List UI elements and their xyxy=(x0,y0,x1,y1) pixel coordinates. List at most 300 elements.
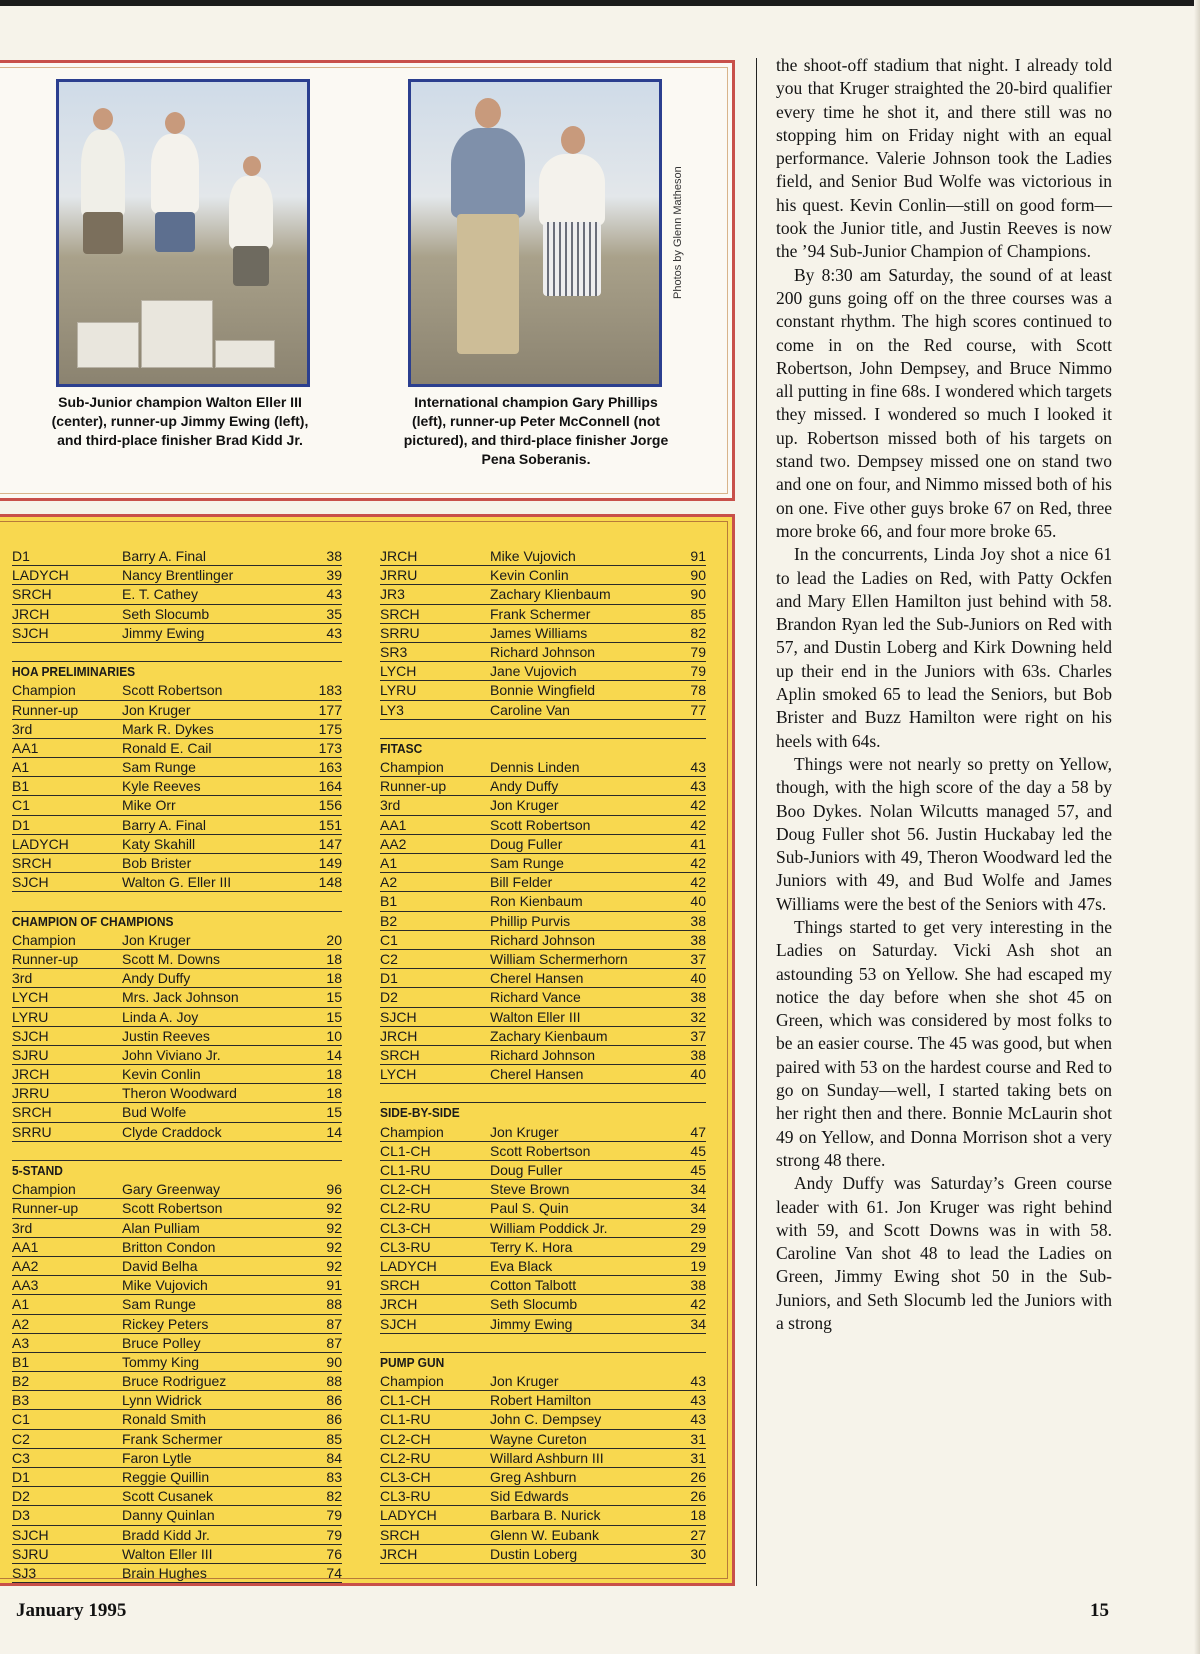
result-class: CL3-RU xyxy=(380,1238,431,1255)
result-row xyxy=(12,681,342,700)
result-name: Gary Greenway xyxy=(122,1181,221,1198)
result-class: Champion xyxy=(380,1373,444,1390)
result-name: Bradd Kidd Jr. xyxy=(122,1526,210,1543)
result-class: LYRU xyxy=(380,682,417,699)
person-shorts xyxy=(83,212,123,254)
result-name: Cherel Hansen xyxy=(490,1066,584,1083)
result-score: 87 xyxy=(326,1334,342,1351)
result-name: James Williams xyxy=(490,624,588,641)
result-name: Jon Kruger xyxy=(490,797,559,814)
person-head xyxy=(561,126,585,154)
result-class: CL1-RU xyxy=(380,1162,431,1178)
result-row xyxy=(12,1545,342,1564)
result-name: Caroline Van xyxy=(490,701,570,718)
result-class: SRRU xyxy=(12,1123,52,1140)
result-name: Tommy King xyxy=(122,1353,200,1370)
result-name: William Poddick Jr. xyxy=(490,1219,608,1236)
result-row xyxy=(12,1449,342,1468)
results-section xyxy=(12,1142,342,1583)
result-score: 91 xyxy=(326,1277,342,1294)
result-score: 37 xyxy=(690,1027,706,1044)
result-class: D1 xyxy=(380,970,398,987)
result-class: Runner-up xyxy=(12,1200,79,1217)
result-name: Scott Robertson xyxy=(490,1142,591,1159)
result-row xyxy=(380,1430,706,1449)
section-gap xyxy=(380,1334,706,1353)
result-score: 15 xyxy=(326,1104,342,1121)
result-row xyxy=(12,1199,342,1218)
result-row xyxy=(380,1027,706,1046)
result-score: 15 xyxy=(326,989,342,1006)
result-row xyxy=(380,931,706,950)
result-name: Walton G. Eller III xyxy=(122,874,232,891)
result-class: CL2-RU xyxy=(380,1449,431,1466)
result-name: Rickey Peters xyxy=(122,1315,209,1332)
result-name: Barbara B. Nurick xyxy=(490,1507,601,1524)
result-name: Sam Runge xyxy=(122,759,196,776)
results-section xyxy=(12,892,342,1141)
result-class: B1 xyxy=(12,778,30,795)
result-name: Kyle Reeves xyxy=(122,778,201,795)
result-name: Faron Lytle xyxy=(122,1449,192,1466)
result-row xyxy=(12,1103,342,1122)
result-class: B2 xyxy=(12,1373,30,1390)
result-score: 43 xyxy=(326,624,342,641)
result-class: C3 xyxy=(12,1449,30,1466)
result-name: Wayne Cureton xyxy=(490,1430,587,1447)
result-row xyxy=(380,1180,706,1199)
result-class: Champion xyxy=(380,1123,444,1140)
result-score: 42 xyxy=(690,797,706,814)
result-score: 90 xyxy=(690,586,706,603)
result-class: SJ3 xyxy=(12,1564,37,1581)
result-row xyxy=(380,1410,706,1429)
result-row xyxy=(380,1506,706,1525)
result-score: 84 xyxy=(326,1449,342,1466)
result-class: CL1-CH xyxy=(380,1392,431,1409)
results-section xyxy=(12,643,342,892)
result-name: Jon Kruger xyxy=(122,701,191,718)
results-panel xyxy=(0,514,735,1586)
section-title: HOA PRELIMINARIES xyxy=(12,664,136,680)
person-shorts xyxy=(233,246,269,286)
result-class: CL2-CH xyxy=(380,1430,431,1447)
result-row xyxy=(380,1199,706,1218)
person-shorts xyxy=(543,222,601,296)
section-title: PUMP GUN xyxy=(380,1354,445,1370)
podium-left xyxy=(77,322,139,368)
result-score: 32 xyxy=(690,1008,706,1025)
result-row xyxy=(12,1084,342,1103)
section-title: CHAMPION OF CHAMPIONS xyxy=(12,913,174,929)
photo-international-champions xyxy=(408,79,662,387)
result-class: SJCH xyxy=(12,1027,49,1044)
result-score: 79 xyxy=(690,663,706,680)
result-name: Sid Edwards xyxy=(490,1488,569,1505)
result-score: 35 xyxy=(326,605,342,622)
result-score: 183 xyxy=(318,682,342,699)
result-name: Reggie Quillin xyxy=(122,1469,210,1485)
result-name: Jon Kruger xyxy=(490,1123,559,1140)
person-head xyxy=(475,98,501,128)
result-score: 18 xyxy=(690,1507,706,1524)
result-name: Doug Fuller xyxy=(490,835,563,852)
result-name: Robert Hamilton xyxy=(490,1392,592,1409)
section-title: FITASC xyxy=(380,740,423,756)
result-name: E. T. Cathey xyxy=(122,586,199,603)
result-class: D2 xyxy=(380,989,398,1006)
result-class: LADYCH xyxy=(12,835,69,852)
result-class: B3 xyxy=(12,1392,30,1409)
result-class: C1 xyxy=(12,1411,30,1428)
result-score: 92 xyxy=(326,1200,342,1217)
result-class: JRCH xyxy=(380,1296,418,1313)
result-row xyxy=(380,585,706,604)
article-paragraph: Things started to get very interesting in the Ladies on Saturday. Vicki Ash shot an astounding 53 on Yellow. She had escaped my notice the day before when she shot 45 on Green, which was considered by most folks to be an easier course. The 45 was good, but when paired with 53 on the hardest course and Red to go on Sunday—well, I started taking bets on her right then and there. Bonnie McLaurin shot 49 on Yellow, and Donna Morrison shot a very strong 48 there. xyxy=(776,916,1112,1170)
results-column-left xyxy=(12,547,342,1583)
result-name: Walton Eller III xyxy=(490,1008,581,1025)
person-shirt xyxy=(451,128,525,218)
result-row xyxy=(12,1238,342,1257)
result-row xyxy=(12,777,342,796)
result-class: LADYCH xyxy=(380,1257,437,1274)
result-name: Sam Runge xyxy=(490,855,564,871)
result-class: B1 xyxy=(12,1353,30,1370)
result-class: C1 xyxy=(380,931,398,948)
result-class: JRCH xyxy=(380,1027,418,1044)
result-class: A1 xyxy=(12,759,30,776)
result-score: 43 xyxy=(690,1373,706,1390)
result-row xyxy=(12,1065,342,1084)
result-row xyxy=(12,758,342,777)
result-row xyxy=(12,1410,342,1429)
result-row xyxy=(380,1123,706,1142)
result-name: Phillip Purvis xyxy=(490,912,571,929)
result-name: Bob Brister xyxy=(122,855,192,871)
photo-panel xyxy=(0,60,735,501)
section-gap xyxy=(12,643,342,662)
person-shirt xyxy=(539,154,605,226)
result-score: 79 xyxy=(326,1507,342,1524)
result-row xyxy=(12,1276,342,1295)
result-name: Ronald Smith xyxy=(122,1411,207,1428)
result-name: Bruce Polley xyxy=(122,1334,201,1351)
result-class: AA2 xyxy=(12,1257,39,1274)
result-row xyxy=(380,1046,706,1065)
result-row xyxy=(12,1180,342,1199)
results-column-right xyxy=(380,547,706,1564)
result-score: 34 xyxy=(690,1200,706,1217)
result-name: Dustin Loberg xyxy=(490,1545,578,1562)
result-row xyxy=(12,950,342,969)
result-score: 77 xyxy=(690,701,706,718)
result-row xyxy=(12,969,342,988)
result-class: Runner-up xyxy=(12,701,79,718)
result-class: SRRU xyxy=(380,624,420,641)
result-row xyxy=(12,873,342,892)
podium-center xyxy=(141,300,213,368)
result-score: 43 xyxy=(690,759,706,776)
result-row xyxy=(380,835,706,854)
result-name: Mike Vujovich xyxy=(490,548,576,564)
result-row xyxy=(12,1334,342,1353)
section-gap xyxy=(12,1142,342,1161)
result-class: 3rd xyxy=(380,797,401,814)
result-class: SRCH xyxy=(380,1277,420,1294)
result-name: Barry A. Final xyxy=(122,548,207,564)
result-name: Richard Johnson xyxy=(490,643,596,660)
result-class: SRCH xyxy=(12,586,52,603)
result-score: 76 xyxy=(326,1545,342,1562)
result-class: CL2-RU xyxy=(380,1200,431,1217)
result-class: D1 xyxy=(12,816,30,833)
result-class: CL2-CH xyxy=(380,1181,431,1198)
result-class: D1 xyxy=(12,548,30,564)
result-name: Katy Skahill xyxy=(122,835,196,852)
result-score: 96 xyxy=(326,1181,342,1198)
result-class: AA1 xyxy=(380,816,407,833)
result-score: 156 xyxy=(318,797,342,814)
result-score: 47 xyxy=(690,1123,706,1140)
result-score: 79 xyxy=(690,643,706,660)
result-name: Jimmy Ewing xyxy=(490,1315,573,1332)
result-score: 85 xyxy=(690,605,706,622)
result-class: SRCH xyxy=(380,1526,420,1543)
result-score: 82 xyxy=(690,624,706,641)
result-row xyxy=(12,624,342,643)
result-score: 43 xyxy=(690,1392,706,1409)
result-score: 10 xyxy=(326,1027,342,1044)
result-name: Greg Ashburn xyxy=(490,1469,577,1485)
result-name: Richard Johnson xyxy=(490,1046,596,1063)
result-class: C2 xyxy=(12,1430,30,1447)
result-score: 86 xyxy=(326,1411,342,1428)
result-row xyxy=(12,1315,342,1334)
result-class: A1 xyxy=(12,1296,30,1313)
result-row xyxy=(380,950,706,969)
result-class: SR3 xyxy=(380,643,408,660)
result-row xyxy=(12,1008,342,1027)
result-name: Richard Johnson xyxy=(490,931,596,948)
result-class: A2 xyxy=(12,1315,30,1332)
result-class: B2 xyxy=(380,912,398,929)
result-name: Zachary Kienbaum xyxy=(490,1027,608,1044)
result-name: Terry K. Hora xyxy=(490,1238,573,1255)
caption-left: Sub-Junior champion Walton Eller III (center), runner-up Jimmy Ewing (left), and third-place finisher Brad Kidd Jr. xyxy=(51,394,309,448)
result-class: Champion xyxy=(12,1181,76,1198)
result-class: Champion xyxy=(12,931,76,948)
result-class: D3 xyxy=(12,1507,30,1524)
result-row xyxy=(12,1257,342,1276)
result-score: 40 xyxy=(690,1066,706,1083)
result-score: 14 xyxy=(326,1123,342,1140)
result-name: Bruce Rodriguez xyxy=(122,1373,227,1390)
result-class: C1 xyxy=(12,797,30,814)
result-score: 43 xyxy=(690,778,706,795)
result-row xyxy=(380,1391,706,1410)
result-name: Seth Slocumb xyxy=(122,605,210,622)
result-name: Bud Wolfe xyxy=(122,1104,187,1121)
result-class: 3rd xyxy=(12,720,33,737)
result-name: Scott M. Downs xyxy=(122,950,221,967)
result-row xyxy=(380,1545,706,1564)
result-score: 92 xyxy=(326,1238,342,1255)
podium-right xyxy=(215,340,275,368)
result-name: William Schermerhorn xyxy=(490,950,628,967)
article-paragraph: In the concurrents, Linda Joy shot a nice 61 to lead the Ladies on Red, with Patty Ockfen and Mary Ellen Hamilton just behind with 58. Brandon Ryan led the Sub-Juniors on Red with 57, and Dustin Loberg and Kirk Downing held up their end in the Juniors with 63s. Charles Aplin smoked 65 to lead the Seniors, but Bob Brister and Buzz Hamilton were right on his heels with 64s. xyxy=(776,544,1112,751)
result-name: Theron Woodward xyxy=(122,1085,237,1102)
result-row xyxy=(380,1295,706,1314)
result-class: LYCH xyxy=(380,1066,417,1083)
person-head xyxy=(243,156,261,176)
result-name: Bill Felder xyxy=(490,874,553,891)
result-class: A3 xyxy=(12,1334,30,1351)
result-class: A1 xyxy=(380,855,398,871)
result-name: Frank Schermer xyxy=(490,605,591,622)
result-class: LADYCH xyxy=(380,1507,437,1524)
result-class: B1 xyxy=(380,893,398,910)
result-class: D2 xyxy=(12,1488,30,1505)
result-score: 40 xyxy=(690,893,706,910)
result-row xyxy=(380,1449,706,1468)
result-name: Barry A. Final xyxy=(122,816,207,833)
result-row xyxy=(380,1219,706,1238)
person-shirt xyxy=(81,130,125,218)
result-score: 31 xyxy=(690,1430,706,1447)
article-paragraph: By 8:30 am Saturday, the sound of at least 200 guns going off on the three courses was a constant rhythm. The high scores continued to come in on the Red course, with Scott Robertson, John Dempsey, and Bruce Nimmo all putting in fine 68s. I wondered which targets they missed. I wondered so much I looked it up. Robertson missed both of his targets on stand two. Dempsey missed one on stand two and one on four, and Nimmo missed both of his on one. Five other guys broke 67 on Red, three more broke 66, and four more broke 65. xyxy=(776,264,1112,541)
result-row xyxy=(12,796,342,815)
result-name: Justin Reeves xyxy=(122,1027,210,1044)
result-name: Walton Eller III xyxy=(122,1545,213,1562)
article-paragraph: the shoot-off stadium that night. I already told you that Kruger straighted the 20-bird qualifier every time he shot it, and there still was no stopping him on Friday night with an equal performance. Valerie Johnson took the Ladies field, and Senior Bud Wolfe was victorious in his quest. Kevin Conlin—still on good form—took the Junior title, and Justin Reeves is now the ’94 Sub-Junior Champion of Champions. xyxy=(776,55,1112,262)
result-class: AA2 xyxy=(380,835,407,852)
result-class: Runner-up xyxy=(12,950,79,967)
result-name: Jon Kruger xyxy=(122,931,191,948)
result-class: LYRU xyxy=(12,1008,49,1025)
result-class: CL3-CH xyxy=(380,1219,431,1236)
result-row xyxy=(380,1315,706,1334)
article-text xyxy=(776,54,1112,1335)
result-row xyxy=(380,988,706,1007)
result-row xyxy=(380,547,706,566)
result-row xyxy=(12,988,342,1007)
result-score: 78 xyxy=(690,682,706,699)
result-class: AA3 xyxy=(12,1277,39,1294)
result-class: SJRU xyxy=(12,1545,49,1562)
result-name: Mike Vujovich xyxy=(122,1277,208,1294)
result-name: Cotton Talbott xyxy=(490,1277,577,1294)
result-score: 19 xyxy=(690,1257,706,1274)
result-score: 40 xyxy=(690,970,706,987)
issue-date: January 1995 xyxy=(16,1600,127,1621)
result-class: LADYCH xyxy=(12,567,69,584)
result-score: 34 xyxy=(690,1315,706,1332)
result-row xyxy=(380,1526,706,1545)
result-name: Britton Condon xyxy=(122,1238,216,1255)
result-name: Clyde Craddock xyxy=(122,1123,222,1140)
result-score: 175 xyxy=(318,720,342,737)
caption-right: International champion Gary Phillips (left), runner-up Peter McConnell (not pictured), and third-place finisher Jorge Pena Soberanis. xyxy=(403,394,669,467)
result-row xyxy=(380,816,706,835)
result-score: 38 xyxy=(690,1046,706,1063)
result-score: 173 xyxy=(318,739,342,756)
result-class: Champion xyxy=(380,759,444,776)
result-row xyxy=(12,1027,342,1046)
results-section xyxy=(380,1084,706,1333)
result-name: Lynn Widrick xyxy=(122,1392,202,1409)
result-row xyxy=(12,1295,342,1314)
result-score: 74 xyxy=(326,1564,342,1581)
result-score: 18 xyxy=(326,970,342,987)
photo-sub-junior-champions xyxy=(56,79,310,387)
result-score: 15 xyxy=(326,1008,342,1025)
result-class: SJCH xyxy=(380,1315,417,1332)
result-name: John Viviano Jr. xyxy=(122,1046,221,1063)
result-row xyxy=(380,1161,706,1180)
top-border xyxy=(0,0,1200,6)
result-row xyxy=(380,1238,706,1257)
result-name: Willard Ashburn III xyxy=(490,1449,604,1466)
result-row xyxy=(12,1391,342,1410)
result-class: JR3 xyxy=(380,586,405,603)
result-score: 88 xyxy=(326,1373,342,1390)
result-row xyxy=(12,1487,342,1506)
result-row xyxy=(380,605,706,624)
result-class: JRCH xyxy=(12,1066,50,1083)
result-row xyxy=(12,1353,342,1372)
result-score: 38 xyxy=(690,1277,706,1294)
photo-credit: Photos by Glenn Matheson xyxy=(672,166,684,299)
result-row xyxy=(380,1142,706,1161)
result-score: 148 xyxy=(318,874,342,891)
result-name: Scott Cusanek xyxy=(122,1488,214,1505)
result-row xyxy=(12,1123,342,1142)
result-class: AA1 xyxy=(12,1238,39,1255)
result-score: 42 xyxy=(690,1296,706,1313)
result-score: 27 xyxy=(690,1526,706,1543)
result-score: 41 xyxy=(690,835,706,852)
result-name: Linda A. Joy xyxy=(122,1008,199,1025)
result-score: 43 xyxy=(690,1411,706,1428)
results-section xyxy=(380,547,706,720)
result-score: 38 xyxy=(690,989,706,1006)
result-score: 151 xyxy=(318,816,342,833)
result-row xyxy=(380,681,706,700)
result-row xyxy=(380,1468,706,1487)
result-name: Kevin Conlin xyxy=(122,1066,201,1083)
result-score: 79 xyxy=(326,1526,342,1543)
result-score: 38 xyxy=(690,912,706,929)
result-score: 42 xyxy=(690,855,706,871)
result-score: 14 xyxy=(326,1046,342,1063)
result-name: Doug Fuller xyxy=(490,1162,563,1178)
result-name: Dennis Linden xyxy=(490,759,580,776)
result-score: 31 xyxy=(690,1449,706,1466)
result-score: 163 xyxy=(318,759,342,776)
result-score: 30 xyxy=(690,1545,706,1562)
result-name: Cherel Hansen xyxy=(490,970,584,987)
result-score: 43 xyxy=(326,586,342,603)
results-section xyxy=(380,1334,706,1564)
result-name: Seth Slocumb xyxy=(490,1296,578,1313)
result-class: SRCH xyxy=(380,605,420,622)
result-class: C2 xyxy=(380,950,398,967)
result-name: Zachary Klienbaum xyxy=(490,586,611,603)
page-edge xyxy=(1194,0,1200,1654)
result-row xyxy=(12,1564,342,1583)
result-row xyxy=(12,1372,342,1391)
result-name: Paul S. Quin xyxy=(490,1200,569,1217)
